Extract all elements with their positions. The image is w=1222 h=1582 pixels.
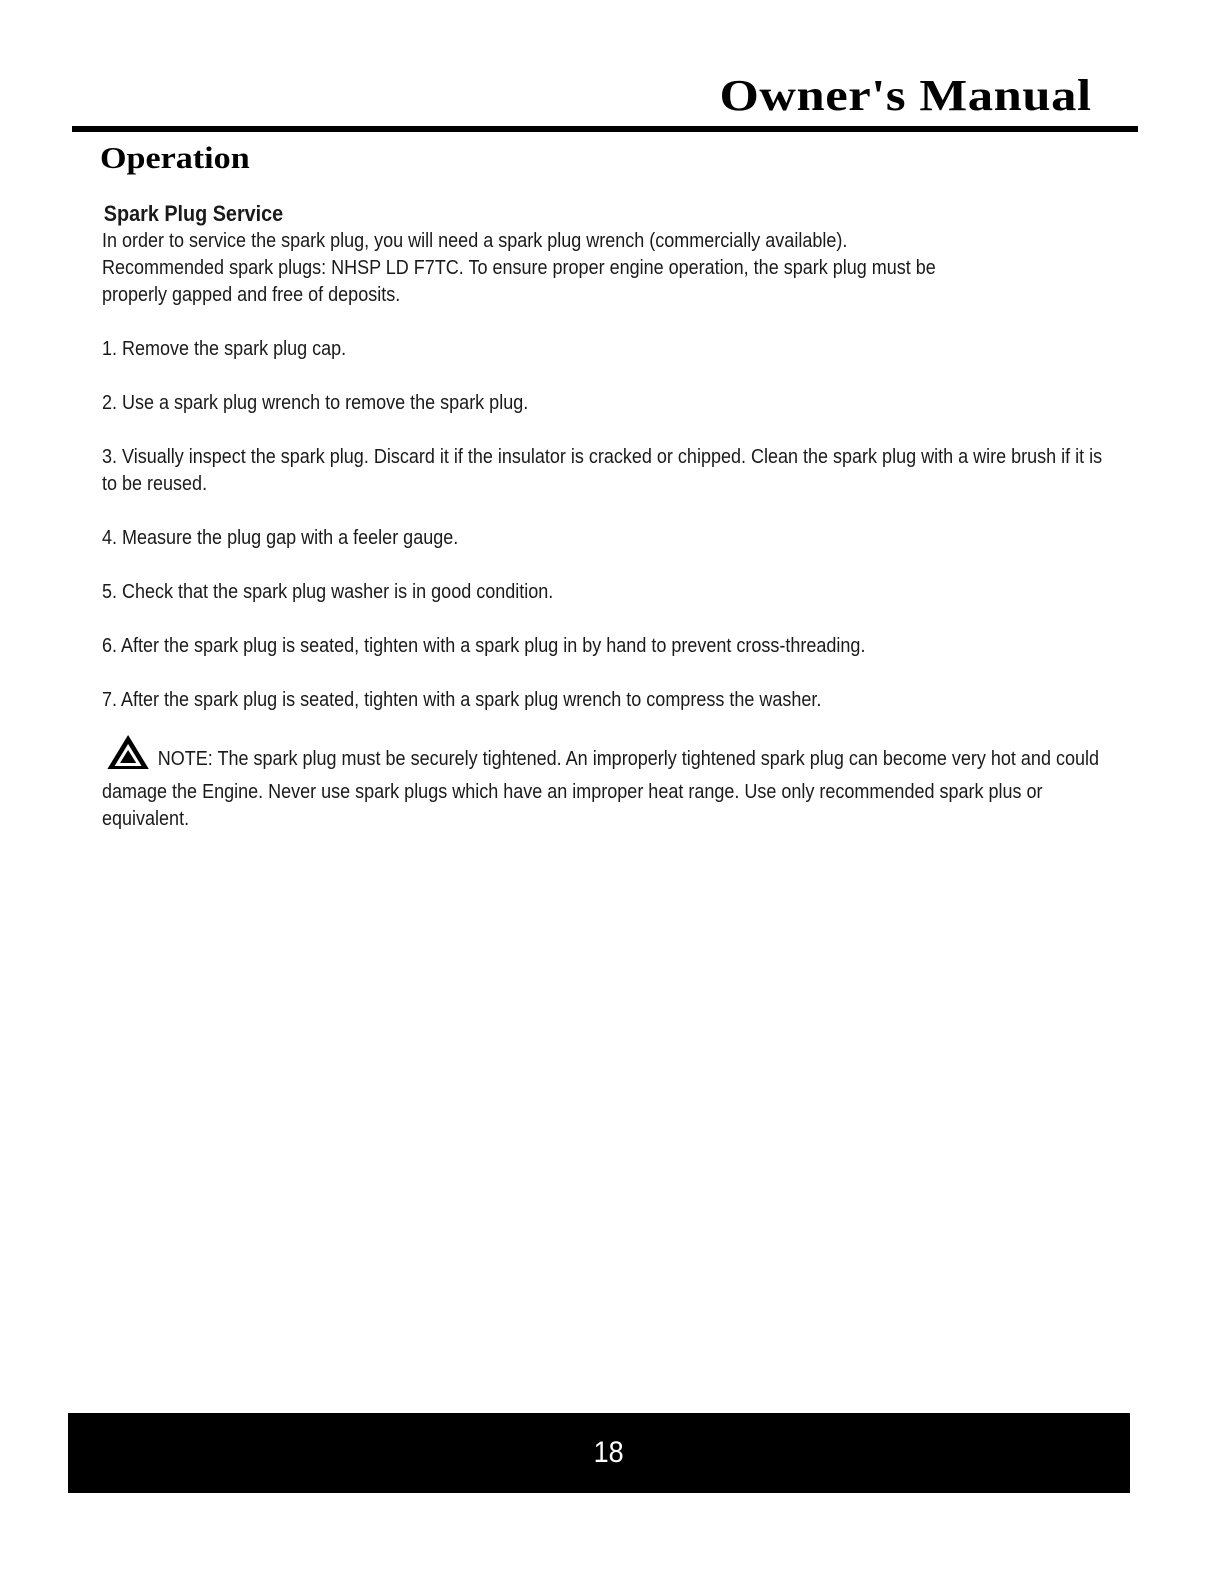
step-item: 7. After the spark plug is seated, tighten with a spark plug wrench to compress the washer.	[102, 689, 822, 711]
step-item: 4. Measure the plug gap with a feeler gauge.	[102, 527, 459, 549]
header-divider	[72, 126, 1138, 132]
warning-note	[102, 733, 1111, 833]
step-item: 5. Check that the spark plug washer is in good condition.	[102, 581, 554, 603]
footer-bar	[68, 1413, 1130, 1493]
step-list	[102, 336, 1111, 714]
content-column	[102, 200, 1111, 833]
intro-paragraph	[102, 228, 1111, 309]
page-content	[102, 200, 1112, 833]
subsection-heading: Spark Plug Service	[103, 201, 284, 226]
page-number: 18	[593, 1436, 625, 1469]
intro-line: Recommended spark plugs: NHSP LD F7TC. To ensure proper engine operation, the spark plug must be	[102, 257, 936, 279]
warning-triangle-icon	[106, 733, 151, 779]
section-title: Operation	[100, 140, 250, 175]
intro-line: properly gapped and free of deposits.	[102, 284, 401, 306]
step-item: 6. After the spark plug is seated, tighten with a spark plug in by hand to prevent cross-threading.	[102, 635, 866, 657]
intro-line: In order to service the spark plug, you will need a spark plug wrench (commercially available).	[102, 230, 848, 252]
note-text: NOTE: The spark plug must be securely tightened. An improperly tightened spark plug can become very hot and could damage the Engine. Never use spark plugs which have an improper heat range. Use only recommended spark plus or equivalent.	[102, 748, 1099, 830]
step-item: 2. Use a spark plug wrench to remove the spark plug.	[102, 392, 529, 414]
step-item: 1. Remove the spark plug cap.	[102, 338, 347, 360]
step-item: 3. Visually inspect the spark plug. Discard it if the insulator is cracked or chipped. Clean the spark plug with a wire brush if it is to be reused.	[102, 446, 1103, 495]
manual-title: Owner's Manual	[719, 71, 1092, 120]
